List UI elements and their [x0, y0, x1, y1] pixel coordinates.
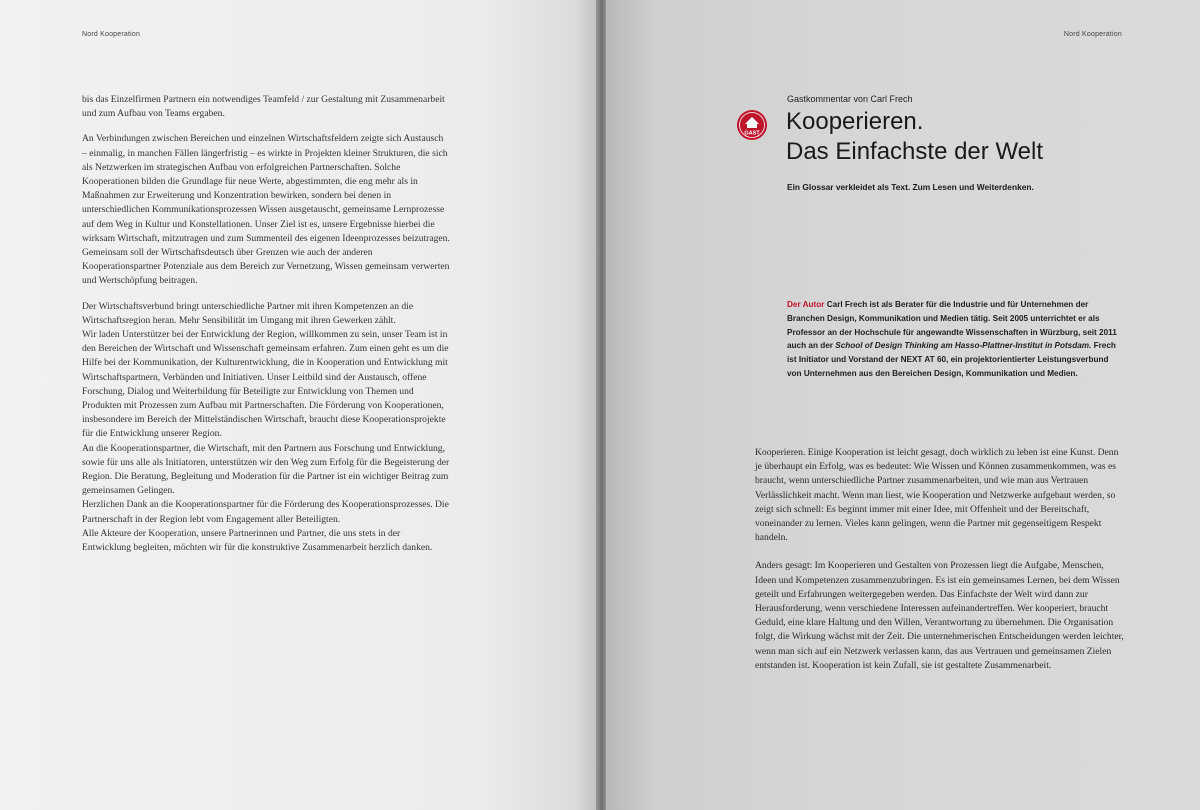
left-body-text: [82, 93, 450, 555]
right-body-text: [755, 446, 1125, 687]
right-paragraph: Kooperieren. Einige Kooperation ist leicht gesagt, doch wirklich zu leben ist eine Kunst. Denn je überhaupt ein Erfolg, was es bedeutet: Wie Wissen und Können zusammenkommen, was es braucht, wenn unterschiedliche Partner zusammenarbeiten, und wie man aus Vertrauen Verlässlichkeit macht. Wenn man liest, wie Kooperation und Netzwerke aufgebaut werden, so zeigt sich schnell: Es beginnt immer mit einer Idee, mit Offenheit und der Bereitschaft, voneinander zu lernen. Vieles kann gelingen, wenn die Partner mit gegenseitigem Respekt handeln.: [755, 447, 1119, 544]
left-paragraph: bis das Einzelfirmen Partnern ein notwendiges Teamfeld / zur Gestaltung mit Zusammenarbeit und zum Aufbau von Teams ergaben.: [82, 94, 445, 120]
bio-text-2: Frech ist Initiator und Vorstand der NEXT AT 60, ein projektorientierter Leistungsverbund von Unternehmen aus den Bereichen Design, Kommunikation und Medien.: [787, 341, 1116, 378]
left-paragraph: Herzlichen Dank an die Kooperationspartner für die Förderung des Kooperationsprozesses. Die Partnerschaft in der Region lebt vom Engagement aller Beteiligten.: [82, 499, 449, 525]
running-head-right: Nord Kooperation: [1063, 31, 1122, 38]
left-paragraph: An Verbindungen zwischen Bereichen und einzelnen Wirtschaftsfeldern zeigte sich Austausch – einmalig, in manchen Fällen längerfristig – es wirkte in Projekten kleiner Strukturen, die sich als Netzwerken im strategischen Aufbau von erfolgreichen Partnerschaften. Solche Kooperationen bilden die Grundlage für neue Werte, abgestimmten, die eng mehr als in Maßnahmen zur Erweiterung und Konzentration bewirken, sondern bei denen in unterschiedlichen Kommunikationsprozessen Wissen ausgetauscht, gemeinsame Lernprozesse auf dem Weg in Kultur und Konstellationen. Unser Ziel ist es, unsere Ergebnisse hierbei die wirksam Wirtschaft, mitzutragen und zum Summenteil des eigenen Ideenprozesses beizutragen. Gemeinsam soll der Wirtschaftsdeutsch über Grenzen wie auch der anderen Kooperationspartner Potenziale aus dem Bereich zur Vernetzung, Wissen gemeinsam verwerten und Wertschöpfung beitragen.: [82, 133, 450, 287]
left-paragraph: Der Wirtschaftsverbund bringt unterschiedliche Partner mit ihren Kompetenzen an die Wirtschaftsregion heran. Mehr Sensibilität im Umgang mit ihren Gewerken zählt.: [82, 300, 414, 326]
title-line-2: Das Einfachste der Welt: [786, 138, 1044, 165]
article-title: [786, 107, 1106, 167]
bio-text-1: Carl Frech ist als Berater für die Industrie und für Unternehmen der Branchen Design, Kommunikation und Medien tätig. Seit 2005 unterrichtet er als Professor an der Hochschule für angewandte Wissenschaften in Würzburg, seit 2011 auch an der: [787, 300, 1117, 351]
left-paragraph: Alle Akteure der Kooperation, unsere Partnerinnen und Partner, die uns stets in der Entwicklung begleiten, möchten wir für die konstruktive Zusammenarbeit herzlich danken.: [82, 527, 433, 554]
running-head-left: Nord Kooperation: [82, 31, 141, 38]
article-subtitle: Ein Glossar verkleidet als Text. Zum Lesen und Weiterdenken.: [787, 182, 1034, 192]
bio-lead: Der Autor: [787, 300, 825, 309]
badge-label: GAST: [744, 130, 760, 137]
left-paragraph: An die Kooperationspartner, die Wirtschaft, mit den Partnern aus Forschung und Entwicklung, sowie für uns alle als Initiatoren, unterstützen wir den Weg zum Erfolg für die Begeisterung der Region. Die Beratung, Begleitung und Moderation für die Partner ist ein wichtiger Beitrag zum gemeinsamen Gelingen.: [82, 442, 450, 497]
guest-comment-label: Gastkommentar von Carl Frech: [787, 94, 913, 104]
right-paragraph: Anders gesagt: Im Kooperieren und Gestalten von Prozessen liegt die Aufgabe, Menschen, Ideen und Kompetenzen zusammenzubringen. Es ist ein gemeinsames Lernen, bei dem Wissen geteilt und Erfahrungen weitergegeben werden. Das Einfachste der Welt wird dann zur Herausforderung, wenn verschiedene Interessen aufeinandertreffen. Wer kooperiert, braucht Geduld, eine klare Haltung und den Willen, Verantwortung zu übernehmen. Die Organisation folgt, die Wirkung wächst mit der Zeit. Die unternehmerischen Entscheidungen werden leichter, wenn man sich auf ein Netzwerk verlassen kann, das aus Vertrauen und gemeinsamen Zielen entstanden ist. Kooperation ist kein Zufall, sie ist gestaltete Zusammenarbeit.: [755, 560, 1124, 671]
author-bio: [787, 298, 1125, 381]
title-line-1: Kooperieren.: [786, 108, 924, 135]
bio-italic: School of Design Thinking am Hasso-Plattner-Institut in Potsdam.: [835, 341, 1092, 351]
left-paragraph: Wir laden Unterstützer bei der Entwicklung der Region, willkommen zu sein, unser Team ist in den Bereichen der Wirtschaft und Wissenschaft gemeinsam erfahren. Zum einen geht es um die Hilfe bei der Kommunikation, der Kulturentwicklung, die in Kooperation und Entwicklung mit Wirtschaftspartnern, Verbänden und Initiativen. Unser Leitbild sind der Austausch, offene Forschung, Dialog und Weiterbildung für Beteiligte zur Entwicklung von Themen und Produkten mit Prozessen zum Aufbau mit Partnerschaften. Die Förderung von Kooperationen, insbesondere im Bereich der Mittelständischen Wirtschaft, braucht diese Kooperationsprojekte für die Entwicklung unserer Region.: [82, 329, 449, 440]
gast-badge-icon: [736, 109, 768, 141]
